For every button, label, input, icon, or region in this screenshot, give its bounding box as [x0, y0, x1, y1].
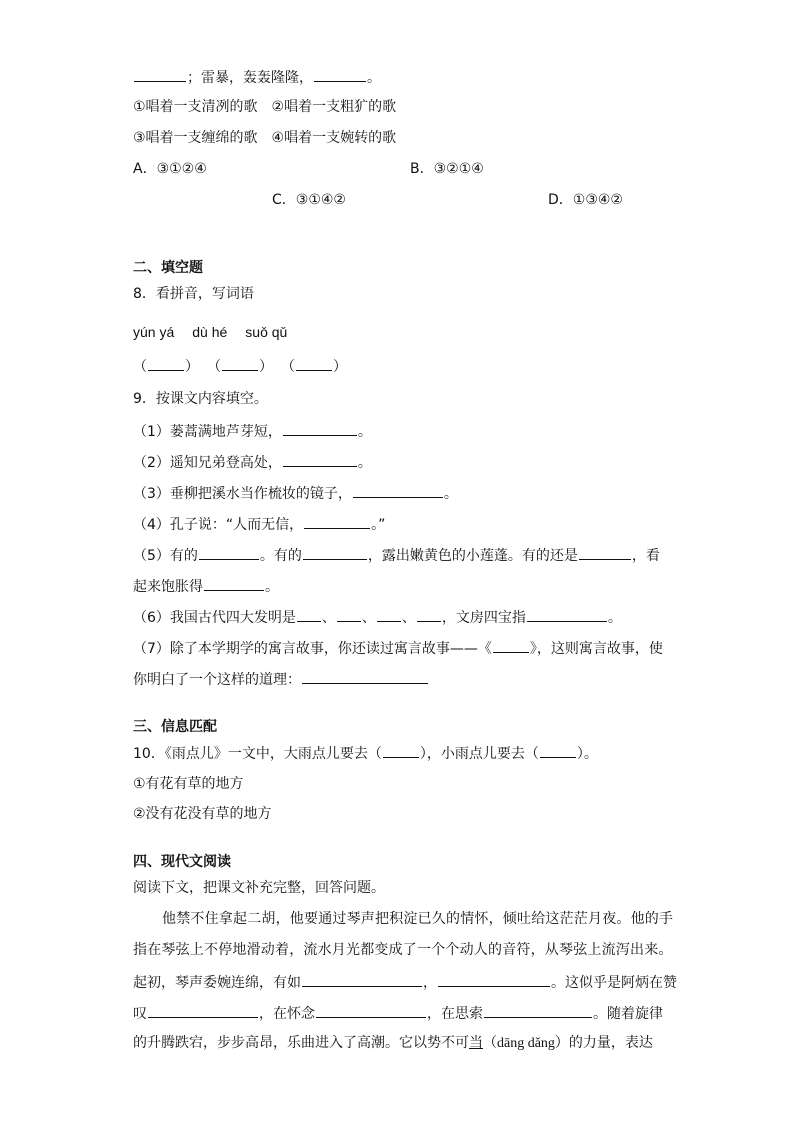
q9-blank-6c[interactable]: [377, 607, 401, 622]
q9-item-3: （3）垂柳把溪水当作梳妆的镜子， 。: [133, 483, 458, 504]
q10-blank-1[interactable]: [383, 743, 419, 758]
q7-options-line-1: ①唱着一支清冽的歌 ②唱着一支粗犷的歌: [133, 99, 397, 115]
passage-line-2: 指在琴弦上不停地滑动着，流水月光都变成了一个个动人的音符，从琴弦上流泻出来。: [133, 943, 673, 958]
q9-item-1: （1）蒌蒿满地芦芽短， 。: [133, 421, 372, 442]
q8-blank-3[interactable]: [296, 356, 332, 371]
q9-blank-5b[interactable]: [303, 545, 367, 560]
passage-blank-5[interactable]: [484, 1003, 592, 1018]
q8-answer-row: （ ） （ ） （ ）: [133, 356, 347, 377]
q7-line: ；雷暴，轰轰隆隆， 。: [133, 67, 381, 88]
q9-item-4: （4）孔子说：“人而无信， 。”: [133, 514, 385, 535]
q7-blank-2[interactable]: [314, 67, 366, 82]
q9-blank-1[interactable]: [283, 421, 357, 436]
passage-blank-3[interactable]: [148, 1003, 258, 1018]
passage-blank-4[interactable]: [316, 1003, 426, 1018]
q9-item-2: （2）遥知兄弟登高处， 。: [133, 452, 372, 473]
q7-blank-1[interactable]: [134, 67, 186, 82]
section-title-reading: 四、现代文阅读: [133, 854, 231, 870]
section-title-matching: 三、信息匹配: [133, 719, 217, 735]
q10-blank-2[interactable]: [540, 743, 576, 758]
q9-item-7: （7）除了本学期学的寓言故事，你还读过寓言故事——《 》，这则寓言故事，使: [133, 638, 663, 659]
passage-line-5: 的升腾跌宕，步步高昂，乐曲进入了高潮。它以势不可当（dāng dǎng）的力量，表达: [133, 1036, 653, 1051]
q7-choice-b[interactable]: B．③②①④: [410, 161, 484, 177]
q9-blank-5c[interactable]: [579, 545, 631, 560]
q7-choice-a[interactable]: A．③①②④: [133, 161, 207, 177]
q9-item-6: （6）我国古代四大发明是 、 、 、 ，文房四宝指 。: [133, 607, 622, 628]
q7-options-line-2: ③唱着一支缠绵的歌 ④唱着一支婉转的歌: [133, 130, 397, 146]
passage-char-dang: 当: [469, 1036, 483, 1051]
q7-choice-c[interactable]: C．③①④②: [272, 192, 346, 208]
q10-option-1: ①有花有草的地方: [133, 776, 244, 792]
q9-blank-7b[interactable]: [302, 669, 428, 684]
passage-line-3: 起初，琴声委婉连绵，有如 ， 。这似乎是阿炳在赞: [133, 972, 677, 994]
pinyin-1: yún yá: [133, 324, 175, 340]
q10-option-2: ②没有花没有草的地方: [133, 806, 272, 822]
q7-choice-d[interactable]: D．①③④②: [548, 192, 623, 208]
q9-blank-6b[interactable]: [337, 607, 361, 622]
q9-blank-6a[interactable]: [297, 607, 321, 622]
q9-item-5-cont: 起来饱胀得 。: [133, 576, 279, 597]
passage-blank-1[interactable]: [302, 972, 422, 987]
pinyin-2: dù hé: [192, 324, 228, 340]
passage-blank-2[interactable]: [438, 972, 550, 987]
reading-intro: 阅读下文，把课文补充完整，回答问题。: [133, 880, 385, 896]
q8-blank-2[interactable]: [222, 356, 258, 371]
q9-blank-3[interactable]: [353, 483, 443, 498]
q9-blank-2[interactable]: [283, 452, 357, 467]
q9-prompt: 9．按课文内容填空。: [133, 391, 268, 407]
q9-blank-4[interactable]: [304, 514, 370, 529]
q8-prompt: 8．看拼音，写词语: [133, 286, 254, 302]
q9-blank-6d[interactable]: [417, 607, 441, 622]
q10-line: 10．《雨点儿》一文中，大雨点儿要去（ ），小雨点儿要去（ ）。: [133, 743, 598, 764]
q9-blank-6e[interactable]: [527, 607, 607, 622]
q9-blank-7a[interactable]: [493, 638, 529, 653]
passage-line-1: 他禁不住拿起二胡，他要通过琴声把积淀已久的情怀，倾吐给这茫茫月夜。他的手: [162, 912, 674, 927]
q9-item-5: （5）有的 。有的 ，露出嫩黄色的小莲蓬。有的还是 ，看: [133, 545, 660, 566]
section-title-fill-blanks: 二、填空题: [133, 260, 203, 276]
q8-pinyin-row: [133, 322, 287, 342]
q8-blank-1[interactable]: [148, 356, 184, 371]
q9-blank-5a[interactable]: [199, 545, 259, 560]
q9-blank-5d[interactable]: [204, 576, 264, 591]
pinyin-3: suǒ qǔ: [245, 324, 288, 340]
q9-item-7-cont: 你明白了一个这样的道理：: [133, 669, 429, 690]
q7-line-text: ；雷暴，轰轰隆隆，: [187, 70, 313, 86]
passage-line-4: 叹 ，在怀念 ，在思索 。随着旋律: [133, 1003, 663, 1025]
